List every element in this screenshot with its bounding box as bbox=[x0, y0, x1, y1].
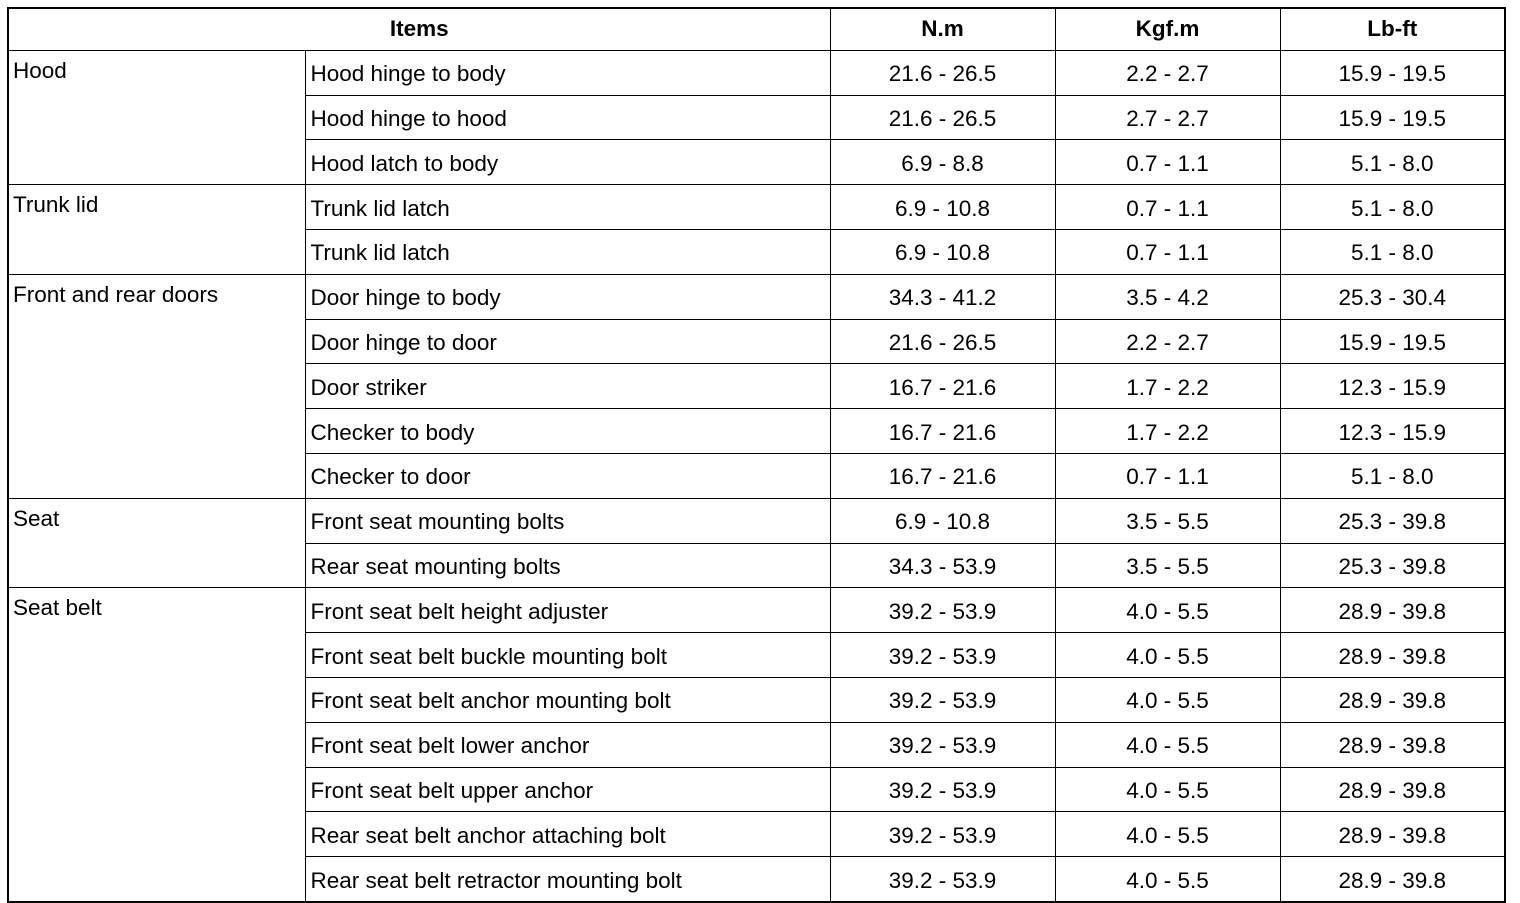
lbft-cell: 28.9 - 39.8 bbox=[1280, 588, 1505, 633]
kgfm-cell: 2.2 - 2.7 bbox=[1055, 50, 1280, 95]
item-cell: Front seat belt height adjuster bbox=[305, 588, 830, 633]
nm-cell: 16.7 - 21.6 bbox=[830, 453, 1055, 498]
nm-cell: 6.9 - 10.8 bbox=[830, 185, 1055, 230]
lbft-cell: 28.9 - 39.8 bbox=[1280, 857, 1505, 902]
lbft-cell: 5.1 - 8.0 bbox=[1280, 185, 1505, 230]
item-cell: Rear seat belt anchor attaching bolt bbox=[305, 812, 830, 857]
nm-cell: 39.2 - 53.9 bbox=[830, 767, 1055, 812]
kgfm-cell: 2.2 - 2.7 bbox=[1055, 319, 1280, 364]
lbft-cell: 25.3 - 39.8 bbox=[1280, 543, 1505, 588]
nm-cell: 39.2 - 53.9 bbox=[830, 857, 1055, 902]
item-cell: Front seat belt upper anchor bbox=[305, 767, 830, 812]
lbft-cell: 5.1 - 8.0 bbox=[1280, 229, 1505, 274]
nm-cell: 21.6 - 26.5 bbox=[830, 319, 1055, 364]
lbft-cell: 5.1 - 8.0 bbox=[1280, 453, 1505, 498]
nm-cell: 6.9 - 10.8 bbox=[830, 229, 1055, 274]
lbft-cell: 5.1 - 8.0 bbox=[1280, 140, 1505, 185]
kgfm-cell: 0.7 - 1.1 bbox=[1055, 185, 1280, 230]
header-row bbox=[8, 8, 1505, 50]
table-header bbox=[8, 8, 1505, 50]
item-cell: Trunk lid latch bbox=[305, 185, 830, 230]
header-nm: N.m bbox=[830, 8, 1055, 50]
group-cell: Seat belt bbox=[8, 588, 305, 902]
group-cell: Front and rear doors bbox=[8, 274, 305, 498]
item-cell: Door hinge to body bbox=[305, 274, 830, 319]
nm-cell: 39.2 - 53.9 bbox=[830, 633, 1055, 678]
item-cell: Checker to body bbox=[305, 409, 830, 454]
lbft-cell: 15.9 - 19.5 bbox=[1280, 50, 1505, 95]
kgfm-cell: 4.0 - 5.5 bbox=[1055, 722, 1280, 767]
table-body bbox=[8, 50, 1505, 902]
item-cell: Front seat belt lower anchor bbox=[305, 722, 830, 767]
item-cell: Rear seat mounting bolts bbox=[305, 543, 830, 588]
lbft-cell: 25.3 - 30.4 bbox=[1280, 274, 1505, 319]
item-cell: Door striker bbox=[305, 364, 830, 409]
lbft-cell: 28.9 - 39.8 bbox=[1280, 767, 1505, 812]
kgfm-cell: 4.0 - 5.5 bbox=[1055, 588, 1280, 633]
header-items: Items bbox=[8, 8, 830, 50]
lbft-cell: 15.9 - 19.5 bbox=[1280, 95, 1505, 140]
nm-cell: 39.2 - 53.9 bbox=[830, 722, 1055, 767]
lbft-cell: 12.3 - 15.9 bbox=[1280, 364, 1505, 409]
nm-cell: 34.3 - 53.9 bbox=[830, 543, 1055, 588]
kgfm-cell: 4.0 - 5.5 bbox=[1055, 677, 1280, 722]
kgfm-cell: 4.0 - 5.5 bbox=[1055, 857, 1280, 902]
nm-cell: 6.9 - 8.8 bbox=[830, 140, 1055, 185]
lbft-cell: 28.9 - 39.8 bbox=[1280, 633, 1505, 678]
kgfm-cell: 2.7 - 2.7 bbox=[1055, 95, 1280, 140]
kgfm-cell: 4.0 - 5.5 bbox=[1055, 812, 1280, 857]
nm-cell: 16.7 - 21.6 bbox=[830, 409, 1055, 454]
nm-cell: 34.3 - 41.2 bbox=[830, 274, 1055, 319]
torque-specification-table bbox=[7, 7, 1506, 903]
lbft-cell: 28.9 - 39.8 bbox=[1280, 677, 1505, 722]
header-kgfm: Kgf.m bbox=[1055, 8, 1280, 50]
kgfm-cell: 0.7 - 1.1 bbox=[1055, 453, 1280, 498]
lbft-cell: 28.9 - 39.8 bbox=[1280, 812, 1505, 857]
table-row bbox=[8, 498, 1505, 543]
lbft-cell: 15.9 - 19.5 bbox=[1280, 319, 1505, 364]
header-lbft: Lb-ft bbox=[1280, 8, 1505, 50]
table-row bbox=[8, 185, 1505, 230]
nm-cell: 6.9 - 10.8 bbox=[830, 498, 1055, 543]
kgfm-cell: 3.5 - 5.5 bbox=[1055, 498, 1280, 543]
lbft-cell: 12.3 - 15.9 bbox=[1280, 409, 1505, 454]
table-row bbox=[8, 50, 1505, 95]
group-cell: Seat bbox=[8, 498, 305, 588]
item-cell: Hood hinge to hood bbox=[305, 95, 830, 140]
kgfm-cell: 1.7 - 2.2 bbox=[1055, 409, 1280, 454]
item-cell: Front seat belt buckle mounting bolt bbox=[305, 633, 830, 678]
kgfm-cell: 4.0 - 5.5 bbox=[1055, 767, 1280, 812]
table-row bbox=[8, 274, 1505, 319]
nm-cell: 16.7 - 21.6 bbox=[830, 364, 1055, 409]
item-cell: Front seat belt anchor mounting bolt bbox=[305, 677, 830, 722]
nm-cell: 39.2 - 53.9 bbox=[830, 677, 1055, 722]
item-cell: Door hinge to door bbox=[305, 319, 830, 364]
item-cell: Hood latch to body bbox=[305, 140, 830, 185]
kgfm-cell: 1.7 - 2.2 bbox=[1055, 364, 1280, 409]
item-cell: Checker to door bbox=[305, 453, 830, 498]
lbft-cell: 25.3 - 39.8 bbox=[1280, 498, 1505, 543]
group-cell: Trunk lid bbox=[8, 185, 305, 275]
group-cell: Hood bbox=[8, 50, 305, 184]
nm-cell: 39.2 - 53.9 bbox=[830, 588, 1055, 633]
kgfm-cell: 4.0 - 5.5 bbox=[1055, 633, 1280, 678]
nm-cell: 21.6 - 26.5 bbox=[830, 50, 1055, 95]
kgfm-cell: 0.7 - 1.1 bbox=[1055, 229, 1280, 274]
table-row bbox=[8, 588, 1505, 633]
kgfm-cell: 0.7 - 1.1 bbox=[1055, 140, 1280, 185]
item-cell: Trunk lid latch bbox=[305, 229, 830, 274]
kgfm-cell: 3.5 - 5.5 bbox=[1055, 543, 1280, 588]
item-cell: Rear seat belt retractor mounting bolt bbox=[305, 857, 830, 902]
kgfm-cell: 3.5 - 4.2 bbox=[1055, 274, 1280, 319]
item-cell: Hood hinge to body bbox=[305, 50, 830, 95]
lbft-cell: 28.9 - 39.8 bbox=[1280, 722, 1505, 767]
nm-cell: 21.6 - 26.5 bbox=[830, 95, 1055, 140]
nm-cell: 39.2 - 53.9 bbox=[830, 812, 1055, 857]
item-cell: Front seat mounting bolts bbox=[305, 498, 830, 543]
